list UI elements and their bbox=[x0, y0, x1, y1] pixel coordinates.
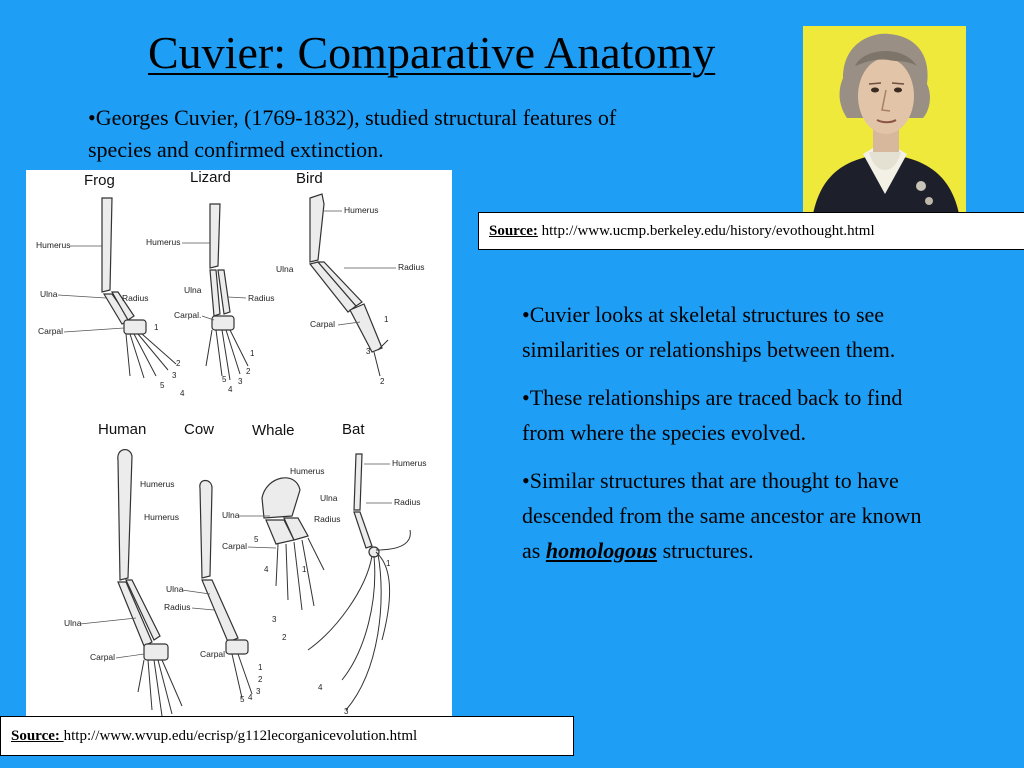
svg-text:5: 5 bbox=[240, 695, 245, 704]
whale-radius-label: Radius bbox=[314, 514, 341, 524]
svg-text:4: 4 bbox=[318, 683, 323, 692]
figure-source-box bbox=[0, 716, 574, 756]
forelimb-figure bbox=[26, 170, 452, 718]
label-whale: Whale bbox=[252, 422, 295, 439]
human-humerus-label-2: Hurnerus bbox=[144, 512, 179, 522]
svg-text:1: 1 bbox=[154, 323, 159, 332]
bird-radius-label: Radius bbox=[398, 262, 425, 272]
bullet-traced-back: •These relationships are traced back to find from where the species evolved. bbox=[522, 385, 903, 445]
svg-text:1: 1 bbox=[384, 315, 389, 324]
lizard-radius-label: Radius bbox=[248, 293, 275, 303]
svg-text:1: 1 bbox=[302, 565, 307, 574]
svg-text:4: 4 bbox=[248, 693, 253, 702]
figure-source-url[interactable]: http://www.wvup.edu/ecrisp/g112lecorganicevolution.html bbox=[63, 728, 418, 744]
frog-humerus-label: Humerus bbox=[36, 240, 71, 250]
bullet-skeletal-structures: •Cuvier looks at skeletal structures to see similarities or relationships between them. bbox=[522, 302, 896, 362]
svg-text:1: 1 bbox=[258, 663, 263, 672]
frog-carpal-label: Carpal bbox=[38, 326, 64, 336]
forelimb-diagram bbox=[26, 170, 452, 718]
cuvier-portrait bbox=[803, 26, 966, 214]
human-humerus-label: Humerus bbox=[140, 479, 175, 489]
whale-ulna-label-2: Ulna bbox=[320, 493, 338, 503]
whale-humerus-label: Humerus bbox=[290, 466, 325, 476]
svg-text:1: 1 bbox=[386, 559, 391, 568]
lizard-limb bbox=[206, 204, 248, 380]
human-ulna-label: Ulna bbox=[64, 618, 82, 628]
lizard-ulna-label: Ulna bbox=[184, 285, 202, 295]
bat-radius-label: Radius bbox=[394, 497, 421, 507]
bird-humerus-label: Humerus bbox=[344, 205, 379, 215]
svg-text:4: 4 bbox=[180, 389, 185, 398]
human-carpal-label: Carpal bbox=[90, 652, 116, 662]
intro-bullet: •Georges Cuvier, (1769-1832), studied structural features of species and confirmed extinction. bbox=[88, 105, 617, 162]
portrait-source-label: Source: bbox=[489, 223, 538, 239]
bullet-list bbox=[522, 297, 942, 581]
svg-text:2: 2 bbox=[380, 377, 385, 386]
svg-text:3: 3 bbox=[366, 347, 371, 356]
label-human: Human bbox=[98, 421, 147, 438]
cow-carpal-label: Carpal bbox=[200, 649, 226, 659]
whale-carpal-label: Carpal bbox=[222, 541, 248, 551]
human-limb bbox=[118, 450, 182, 716]
label-cow: Cow bbox=[184, 421, 215, 438]
bullet-homologous-tail: structures. bbox=[657, 538, 754, 563]
frog-ulna-label: Ulna bbox=[40, 289, 58, 299]
portrait-drawing bbox=[803, 26, 966, 214]
svg-text:3: 3 bbox=[172, 371, 177, 380]
label-frog: Frog bbox=[84, 172, 115, 189]
bullet-homologous bbox=[522, 463, 942, 568]
whale-limb bbox=[262, 478, 324, 610]
lizard-humerus-label: Humerus bbox=[146, 237, 181, 247]
svg-text:2: 2 bbox=[246, 367, 251, 376]
frog-limb bbox=[102, 198, 176, 378]
bird-carpal-label: Carpal bbox=[310, 319, 336, 329]
svg-text:5: 5 bbox=[222, 375, 227, 384]
svg-text:3: 3 bbox=[272, 615, 277, 624]
svg-text:2: 2 bbox=[176, 359, 181, 368]
svg-text:1: 1 bbox=[250, 349, 255, 358]
frog-radius-label: Radius bbox=[122, 293, 149, 303]
svg-text:3: 3 bbox=[344, 707, 349, 716]
cow-ulna-label: Ulna bbox=[166, 584, 184, 594]
svg-text:4: 4 bbox=[264, 565, 269, 574]
slide-title: Cuvier: Comparative Anatomy bbox=[148, 27, 716, 78]
svg-text:3: 3 bbox=[238, 377, 243, 386]
svg-text:3: 3 bbox=[256, 687, 261, 696]
portrait-source-url[interactable]: http://www.ucmp.berkeley.edu/history/evothought.html bbox=[541, 223, 875, 239]
bird-ulna-label: Ulna bbox=[276, 264, 294, 274]
svg-text:2: 2 bbox=[258, 675, 263, 684]
svg-text:4: 4 bbox=[228, 385, 233, 394]
portrait-source-box bbox=[478, 212, 1024, 250]
figure-source-label: Source: bbox=[11, 728, 64, 744]
lizard-carpal-label: Carpal. bbox=[174, 310, 202, 320]
cow-radius-label: Radius bbox=[164, 602, 191, 612]
label-bird: Bird bbox=[296, 170, 323, 187]
bird-limb bbox=[310, 194, 388, 376]
bat-humerus-label: Humerus bbox=[392, 458, 427, 468]
svg-text:5: 5 bbox=[254, 535, 259, 544]
whale-ulna-label: Ulna bbox=[222, 510, 240, 520]
bullet-homologous-lead: •Similar structures that are thought to have descended from the same ancestor are known as bbox=[522, 468, 922, 563]
label-bat: Bat bbox=[342, 421, 365, 438]
label-lizard: Lizard bbox=[190, 170, 231, 186]
svg-text:5: 5 bbox=[160, 381, 165, 390]
homologous-term: homologous bbox=[545, 538, 658, 563]
svg-text:2: 2 bbox=[282, 633, 287, 642]
